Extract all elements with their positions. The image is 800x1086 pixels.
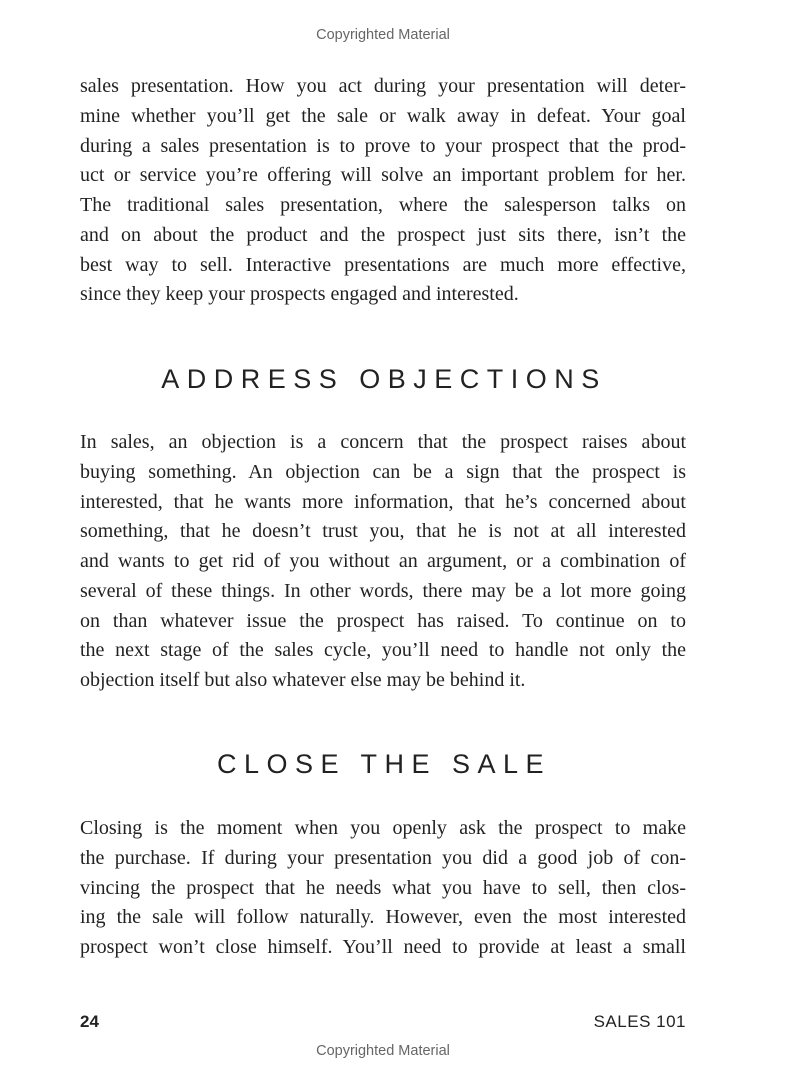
text-line: prospect won’t close himself. You’ll need to provide at least a small [80,936,686,958]
copyright-watermark-top: Copyrighted Material [316,27,450,43]
text-line: and wants to get rid of you without an argument, or a combination of [80,550,686,572]
text-line: buying something. An objection can be a sign that the prospect is [80,460,686,483]
text-line: In sales, an objection is a concern that the prospect raises about [80,431,686,453]
text-line: objection itself but also whatever else may be behind it. [80,669,526,691]
text-line: The traditional sales presentation, where the salesperson talks on [80,194,686,216]
running-title: SALES 101 [593,1012,686,1031]
text-line: interested, that he wants more information, that he’s concerned about [80,490,686,513]
copyright-watermark-bottom: Copyrighted Material [316,1043,450,1059]
text-line: on than whatever issue the prospect has raised. To continue on to [80,609,686,632]
text-line: mine whether you’ll get the sale or walk away in defeat. Your goal [80,104,686,127]
section-heading-address-objections: ADDRESS OBJECTIONS [161,364,607,394]
text-line: something, that he doesn’t trust you, that he is not at all interested [80,520,686,543]
section-heading-close-the-sale: CLOSE THE SALE [216,749,552,779]
text-line: and on about the product and the prospect just sits there, isn’t the [80,223,686,246]
text-line: uct or service you’re offering will solve an important problem for her. [80,164,686,187]
text-line: since they keep your prospects engaged and interested. [80,283,519,306]
text-line: Closing is the moment when you openly ask the prospect to make [80,817,686,839]
text-line: the purchase. If during your presentation you did a good job of con- [80,846,686,869]
body-paragraph [80,428,686,696]
text-line: best way to sell. Interactive presentations are much more effective, [80,253,686,276]
page-number: 24 [80,1012,99,1031]
text-line: ing the sale will follow naturally. However, even the most interested [80,906,686,929]
text-line: several of these things. In other words, there may be a lot more going [80,579,686,602]
text-line: during a sales presentation is to prove to your prospect that the prod- [80,134,686,157]
text-line: sales presentation. How you act during your presentation will deter- [80,75,686,97]
body-paragraph [80,72,686,310]
text-line: vincing the prospect that he needs what you have to sell, then clos- [80,876,686,899]
text-line: the next stage of the sales cycle, you’ll need to handle not only the [80,639,686,662]
body-paragraph [80,814,686,963]
